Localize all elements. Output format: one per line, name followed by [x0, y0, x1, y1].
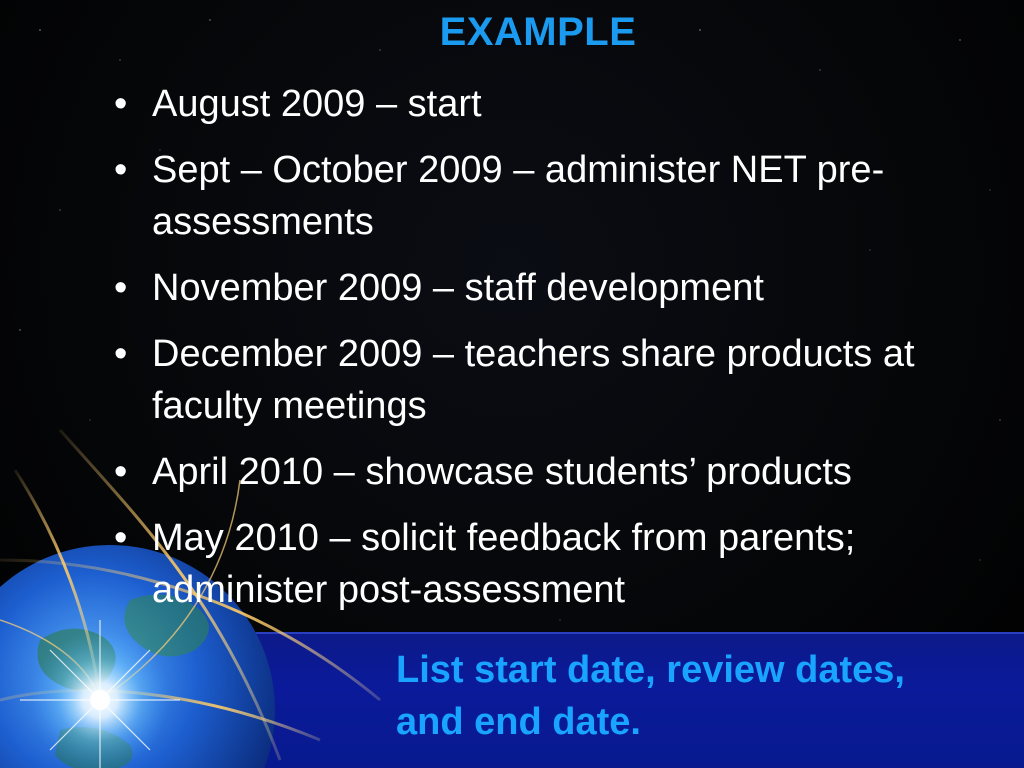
bullet-list	[110, 78, 1020, 630]
bullet-item	[110, 512, 1020, 616]
bullet-item	[110, 144, 1020, 248]
bullet-item	[110, 262, 1020, 314]
instruction-note: List start date, review dates, and end date.	[396, 649, 905, 743]
bullet-item	[110, 328, 1020, 432]
bullet-text: April 2010 – showcase students’ products	[152, 451, 852, 493]
bullet-text: December 2009 – teachers share products at faculty meetings	[152, 333, 915, 427]
slide-title: EXAMPLE	[439, 10, 637, 54]
bullet-text: August 2009 – start	[152, 83, 482, 125]
bullet-item	[110, 446, 1020, 498]
bullet-text: November 2009 – staff development	[152, 267, 764, 309]
bullet-text: Sept – October 2009 – administer NET pre-assessments	[152, 149, 885, 243]
bullet-item	[110, 78, 1020, 130]
bullet-text: May 2010 – solicit feedback from parents; administer post-assessment	[152, 517, 856, 611]
